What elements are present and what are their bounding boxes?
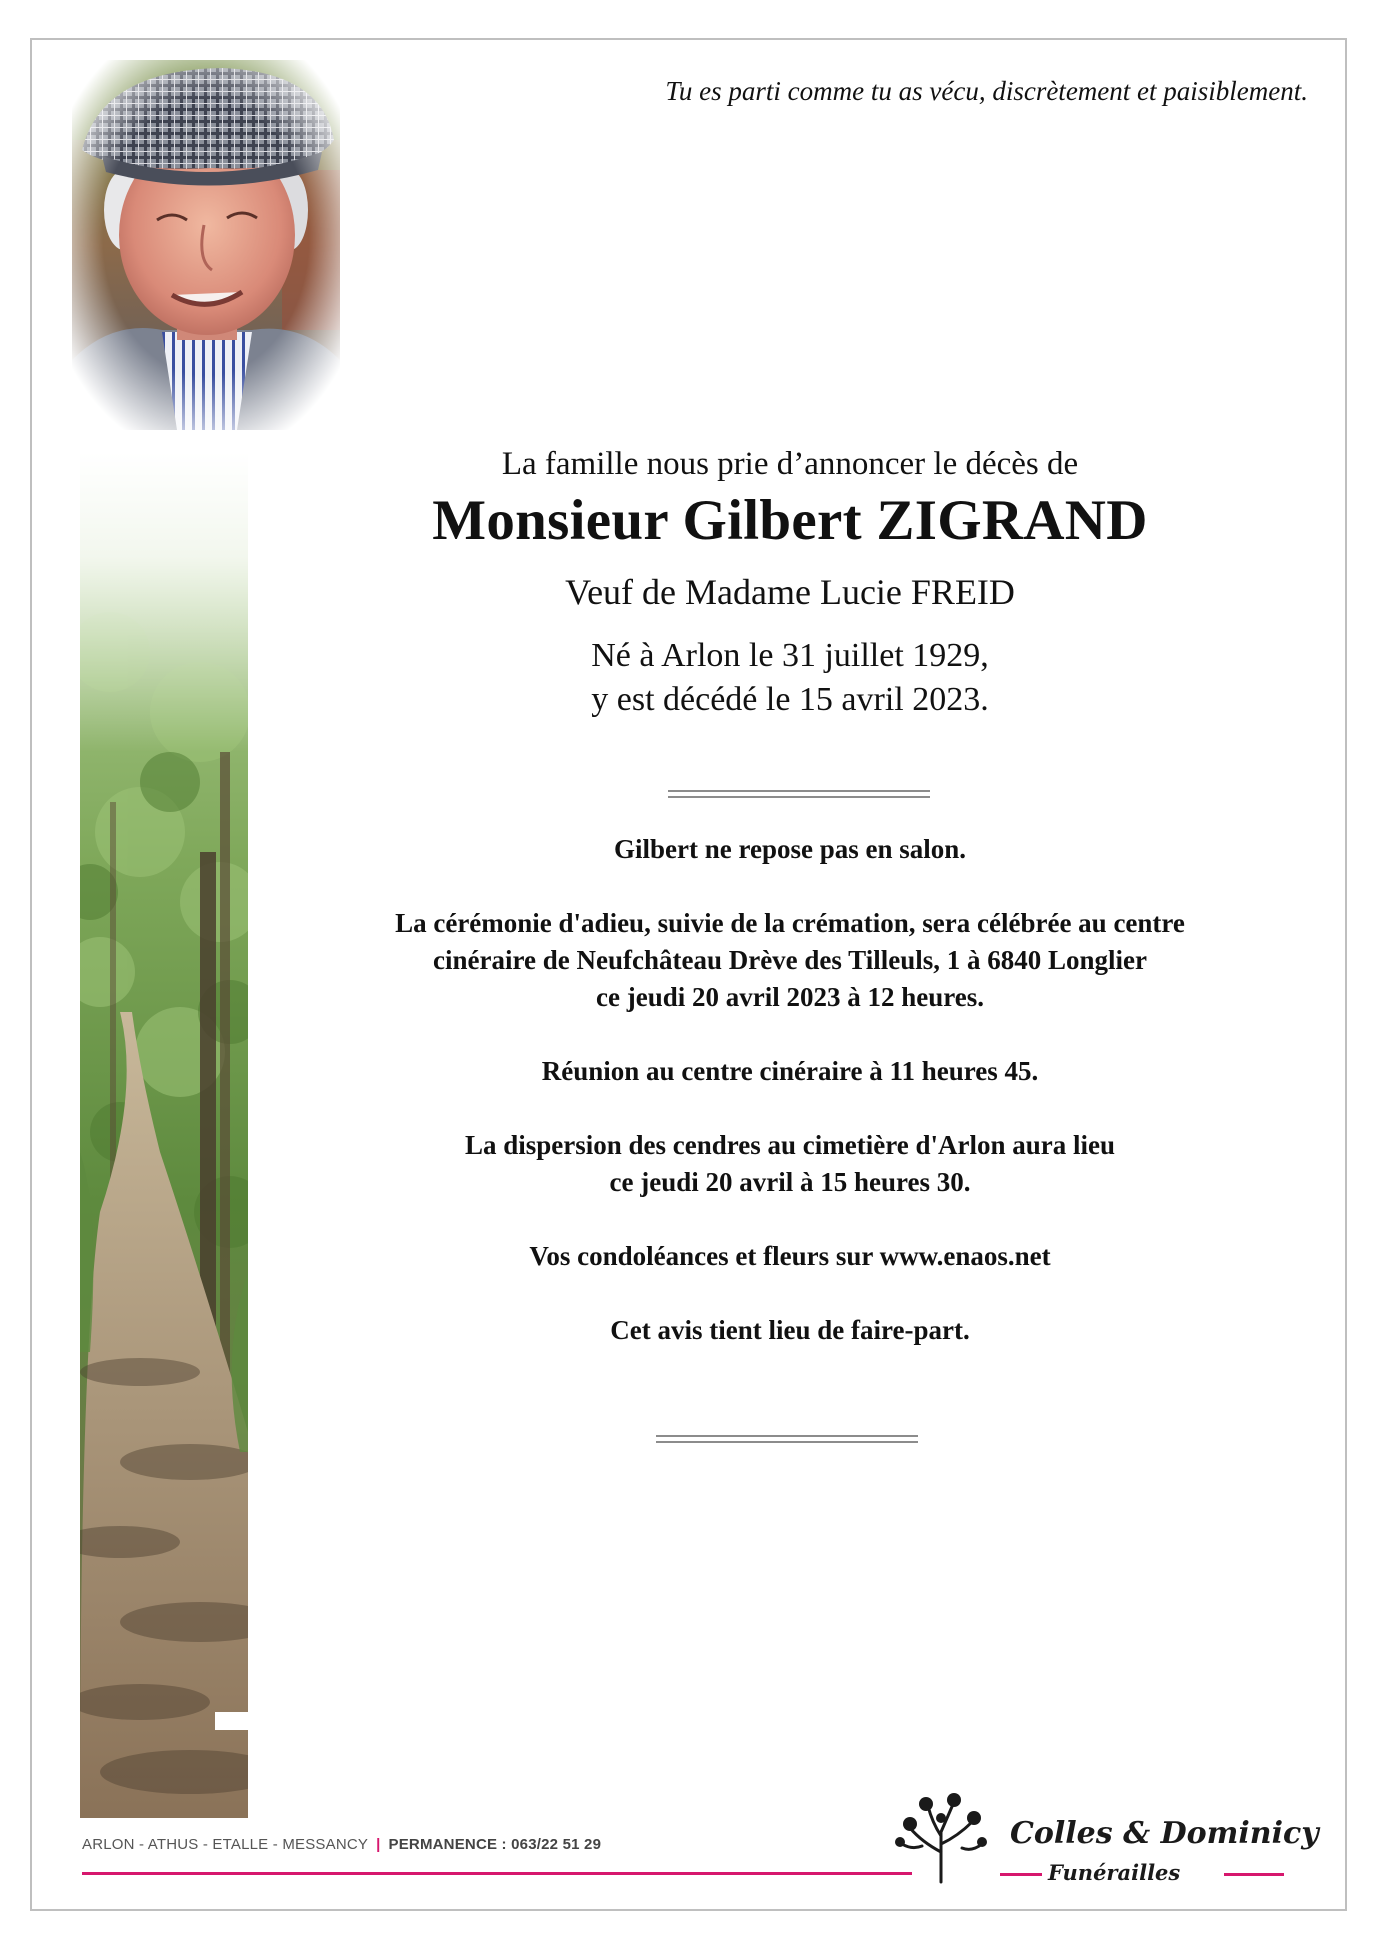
- logo-accent-right: [1224, 1873, 1284, 1876]
- ceremony-line: cinéraire de Neufchâteau Drève des Tilleuls, 1 à 6840 Longlier: [433, 945, 1147, 975]
- ceremony-line: La cérémonie d'adieu, suivie de la crémation, sera célébrée au centre: [395, 908, 1185, 938]
- ceremony-info: [260, 905, 1320, 1016]
- forest-path-image: [80, 452, 248, 1818]
- notice-info: Cet avis tient lieu de faire-part.: [610, 1315, 970, 1345]
- footer-contact: [82, 1836, 601, 1853]
- dispersion-line: La dispersion des cendres au cimetière d'Arlon aura lieu: [465, 1130, 1115, 1160]
- divider-top: [668, 790, 930, 798]
- footer-separator: |: [376, 1836, 381, 1853]
- divider-bottom: [656, 1435, 918, 1443]
- announcement-intro: La famille nous prie d’annoncer le décès de: [501, 446, 1079, 482]
- widow-of: Veuf de Madame Lucie FREID: [565, 572, 1015, 612]
- deceased-name: Monsieur Gilbert ZIGRAND: [432, 489, 1148, 552]
- birth-line: Né à Arlon le 31 juillet 1929,: [591, 637, 989, 674]
- portrait-photo: [72, 60, 340, 430]
- forest-fade: [80, 452, 248, 752]
- birth-death-dates: [260, 634, 1320, 722]
- logo-subtitle: Funérailles: [1048, 1860, 1181, 1885]
- footer-permanence: PERMANENCE : 063/22 51 29: [388, 1836, 602, 1853]
- footer-locations: ARLON - ATHUS - ETALLE - MESSANCY: [82, 1836, 369, 1853]
- dispersion-line: ce jeudi 20 avril à 15 heures 30.: [609, 1167, 971, 1197]
- tree-logo-icon: [892, 1792, 990, 1884]
- ceremony-line: ce jeudi 20 avril 2023 à 12 heures.: [596, 982, 984, 1012]
- epigraph: Tu es parti comme tu as vécu, discrètement et paisiblement.: [665, 76, 1308, 106]
- dispersion-info: [260, 1127, 1320, 1201]
- death-line: y est décédé le 15 avril 2023.: [591, 681, 989, 718]
- meeting-info: Réunion au centre cinéraire à 11 heures 45.: [541, 1056, 1039, 1086]
- footer-accent-line: [82, 1872, 912, 1875]
- logo-title: Colles & Dominicy: [1010, 1816, 1319, 1851]
- viewing-info: Gilbert ne repose pas en salon.: [613, 834, 966, 864]
- logo-accent-left: [1000, 1873, 1042, 1876]
- condolences-info: Vos condoléances et fleurs sur www.enaos.net: [529, 1241, 1051, 1271]
- forest-notch: [215, 1712, 249, 1730]
